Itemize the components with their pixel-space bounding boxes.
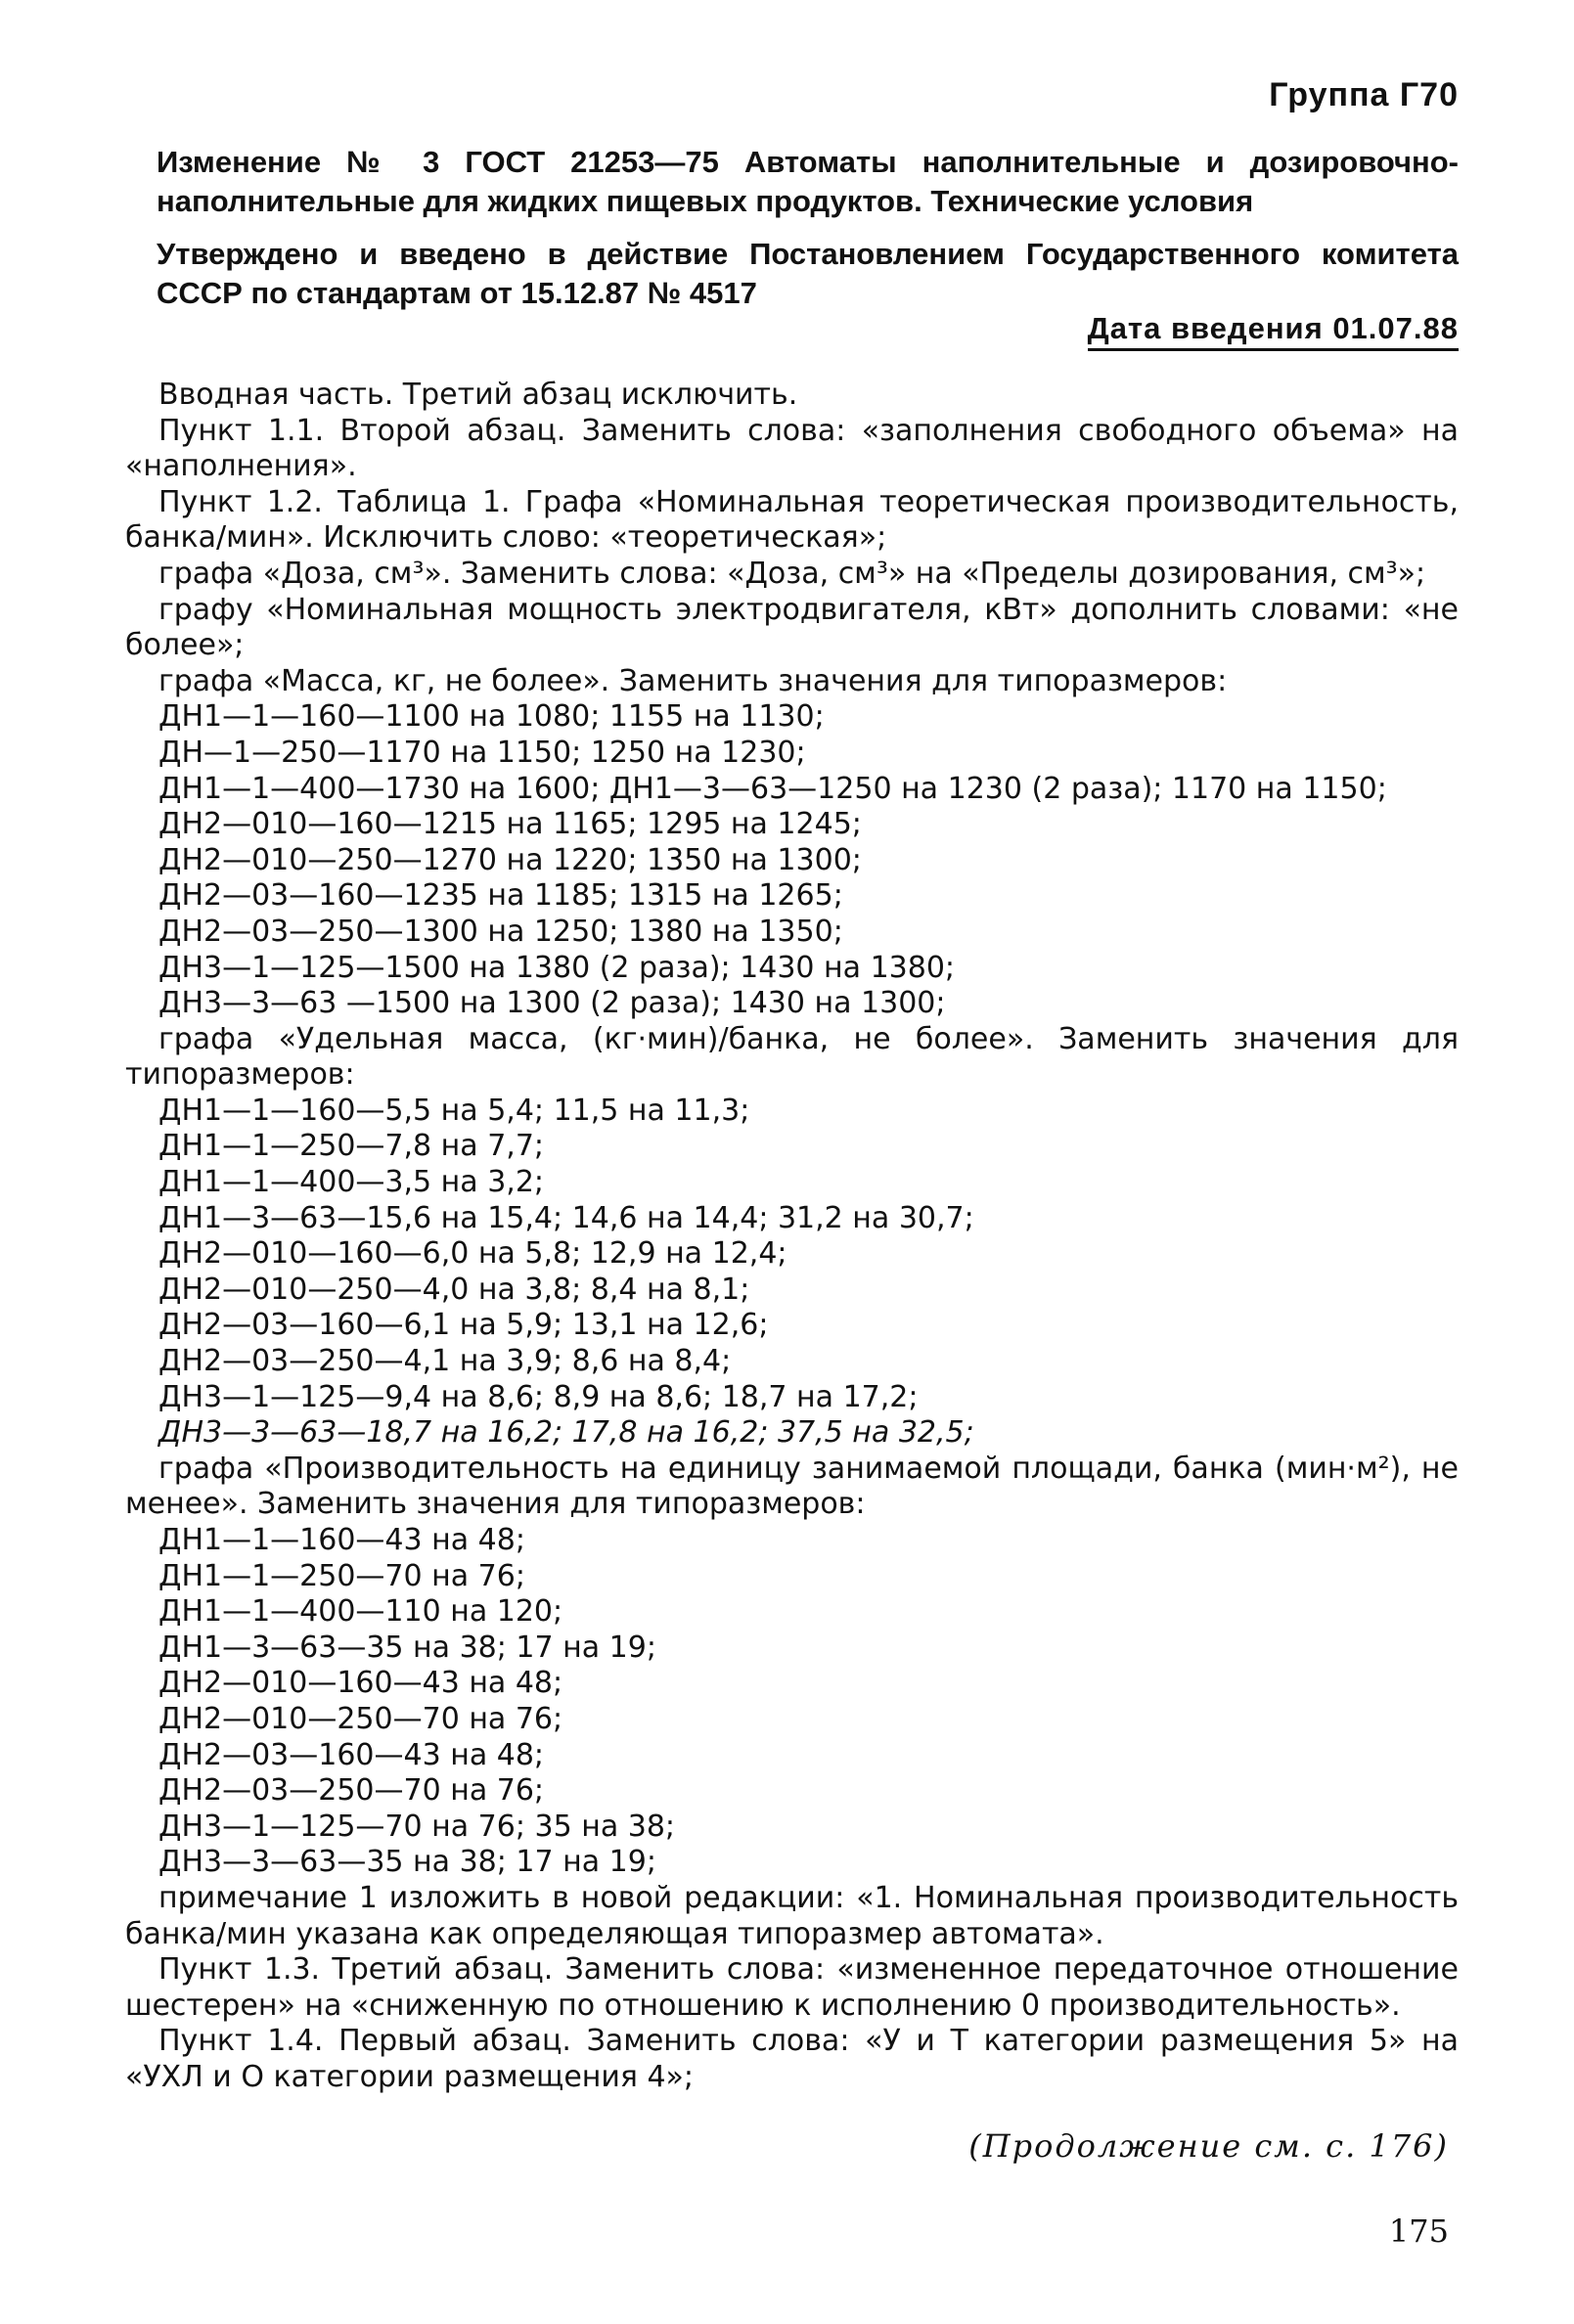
body-paragraph: графа «Доза, см³». Заменить слова: «Доза, см³» на «Пределы дозирования, см³»; [158, 556, 1426, 591]
value-line: ДН1—1—160—43 на 48; [158, 1523, 525, 1557]
change-title: Изменение № 3 ГОСТ 21253—75 Автоматы наполнительные и дозировочно-наполнительные для жидких пищевых продуктов. Технические условия [157, 145, 1459, 218]
body-paragraph: Пункт 1.4. Первый абзац. Заменить слова: «У и Т категории размещения 5» на «УХЛ и О категории размещения 4»; [125, 2024, 1459, 2094]
value-line: ДН2—010—160—43 на 48; [158, 1666, 563, 1701]
body-paragraph: Пункт 1.1. Второй абзац. Заменить слова: «заполнения свободного объема» на «наполнения». [125, 413, 1459, 484]
body-paragraph: ДН1—1—400—1730 на 1600; ДН1—3—63—1250 на 1230 (2 раза); 1170 на 1150; [158, 771, 1387, 806]
continued-note: (Продолжение см. с. 176) [968, 2127, 1449, 2165]
value-line: ДН3—1—125—9,4 на 8,6; 8,9 на 8,6; 18,7 на 17,2; [158, 1379, 919, 1414]
value-line: ДН—1—250—1170 на 1150; 1250 на 1230; [158, 735, 806, 770]
value-line: ДН1—1—400—110 на 120; [158, 1594, 563, 1630]
value-line: ДН2—010—160—6,0 на 5,8; 12,9 на 12,4; [158, 1236, 787, 1272]
value-line: ДН2—03—250—70 на 76; [158, 1773, 545, 1809]
value-line: ДН2—010—250—4,0 на 3,8; 8,4 на 8,1; [158, 1272, 750, 1307]
value-line: ДН2—03—160—43 на 48; [158, 1737, 545, 1772]
value-line: ДН1—1—160—1100 на 1080; 1155 на 1130; [158, 699, 825, 735]
value-line: ДН1—1—160—5,5 на 5,4; 11,5 на 11,3; [158, 1093, 750, 1128]
value-line: ДН2—010—160—1215 на 1165; 1295 на 1245; [158, 807, 862, 842]
value-line: ДН1—1—250—7,8 на 7,7; [158, 1129, 545, 1164]
introduction-date: Дата введения 01.07.88 [1088, 311, 1459, 351]
value-line: ДН1—3—63—35 на 38; 17 на 19; [158, 1630, 656, 1665]
value-line: ДН3—3—63—35 на 38; 17 на 19; [158, 1845, 656, 1880]
page-number: 175 [1388, 2212, 1449, 2250]
value-line: ДН2—03—160—6,1 на 5,9; 13,1 на 12,6; [158, 1308, 769, 1343]
value-line: ДН2—03—250—1300 на 1250; 1380 на 1350; [158, 914, 843, 949]
body-paragraph: графа «Производительность на единицу занимаемой площади, банка (мин·м²), не менее». Заменить значения для типоразмеров: [125, 1451, 1459, 1522]
body-paragraph: графу «Номинальная мощность электродвигателя, кВт» дополнить словами: «не более»; [125, 592, 1459, 663]
value-line: ДН2—03—160—1235 на 1185; 1315 на 1265; [158, 878, 843, 914]
value-line: ДН3—3—63—18,7 на 16,2; 17,8 на 16,2; 37,5 на 32,5; [158, 1415, 974, 1451]
value-line: ДН2—03—250—4,1 на 3,9; 8,6 на 8,4; [158, 1344, 732, 1379]
body-paragraph: графа «Масса, кг, не более». Заменить значения для типоразмеров: [158, 663, 1228, 698]
value-line: ДН2—010—250—70 на 76; [158, 1701, 563, 1736]
value-line: ДН3—1—125—70 на 76; 35 на 38; [158, 1809, 676, 1844]
value-line: ДН1—1—400—3,5 на 3,2; [158, 1165, 545, 1200]
value-line: ДН3—3—63 —1500 на 1300 (2 раза); 1430 на 1300; [158, 986, 946, 1021]
body-paragraph: Пункт 1.3. Третий абзац. Заменить слова: «измененное передаточное отношение шестерен» на «сниженную по отношению к исполнению 0 производительность». [125, 1952, 1459, 2023]
body-paragraph: Вводная часть. Третий абзац исключить. [158, 378, 798, 412]
value-line: ДН1—3—63—15,6 на 15,4; 14,6 на 14,4; 31,2 на 30,7; [158, 1200, 974, 1235]
body-paragraph: примечание 1 изложить в новой редакции: «1. Номинальная производительность банка/мин указана как определяющая типоразмер автомата». [125, 1880, 1459, 1951]
body-paragraph: графа «Удельная масса, (кг·мин)/банка, не более». Заменить значения для типоразмеров: [125, 1021, 1459, 1093]
approval-statement: Утверждено и введено в действие Постановлением Государственного комитета СССР по стандартам от 15.12.87 № 4517 [157, 237, 1459, 310]
value-line: ДН1—1—250—70 на 76; [158, 1558, 525, 1593]
classification-group: Группа Г70 [1269, 76, 1459, 113]
document-body [125, 378, 1459, 2096]
body-paragraph: Пункт 1.2. Таблица 1. Графа «Номинальная теоретическая производительность, банка/мин». Исключить слово: «теоретическая»; [125, 484, 1459, 556]
value-line: ДН2—010—250—1270 на 1220; 1350 на 1300; [158, 842, 862, 877]
value-line: ДН3—1—125—1500 на 1380 (2 раза); 1430 на 1380; [158, 950, 956, 985]
